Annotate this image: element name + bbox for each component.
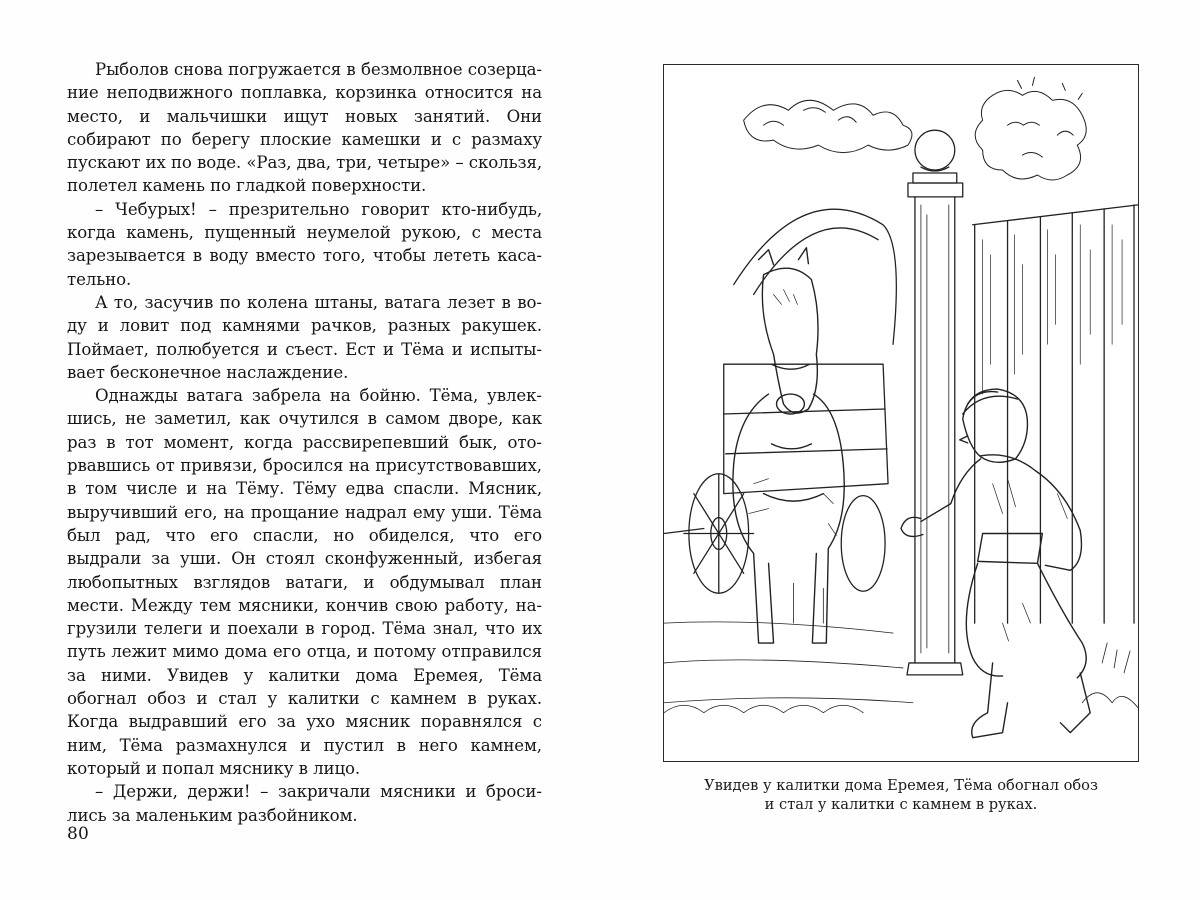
road: [664, 583, 913, 702]
caption-line-1: Увидев у калитки дома Еремея, Тёма обогнал обоз: [704, 777, 1098, 794]
paragraph-1: Рыболов снова погружается в безмолвное созерцание неподвижного поплавка, корзинка относится на место, и мальчишки ищут новых занятий. Они собирают по берегу плоские камешки и с размаху пускают их по воде. «Раз, два, три, четыре» – скользя, полетел камень по гладкой поверхности.: [67, 60, 542, 196]
illustration-caption: [663, 776, 1139, 814]
horse: [733, 248, 844, 643]
tree-foliage: [744, 77, 1087, 180]
illustration-drawing: [664, 65, 1138, 761]
paragraph-2: – Чебурых! – презрительно говорит кто-нибудь, когда камень, пущенный неумелой рукою, с места зарезывается в воду вместо того, чтобы лететь касательно.: [67, 199, 542, 289]
illustration-frame: [663, 64, 1139, 762]
paragraph-5: – Держи, держи! – закричали мясники и бросились за маленьким разбойником.: [67, 782, 542, 825]
page-number: 80: [67, 824, 90, 844]
paragraph-3: А то, засучив по колена штаны, ватага лезет в воду и ловит под камнями рачков, разных ракушек. Поймает, полюбуется и съест. Ест и Тёма и испытывает бесконечное наслаждение.: [67, 292, 542, 382]
left-page-text: [67, 58, 542, 827]
wooden-fence: [973, 205, 1138, 623]
gate-pillar: [907, 130, 963, 675]
caption-line-2: и стал у калитки с камнем в руках.: [764, 796, 1038, 813]
paragraph-4: Однажды ватага забрела на бойню. Тёма, увлекшись, не заметил, как очутился в самом дворе, как раз в тот момент, когда рассвирепевший бык, оторвавшись от привязи, бросился на присутствовавших, в том числе и на Тёму. Тёму едва спасли. Мясник, выручивший его, на прощание надрал ему уши. Тёма был рад, что его спасли, но обиделся, что его выдрали за уши. Он стоял сконфуженный, избегая любопытных взглядов ватаги, и обдумывал план мести. Между тем мясники, кончив свою работу, нагрузили телеги и поехали в город. Тёма знал, что их путь лежит мимо дома его отца, и потому отправился за ними. Увидев у калитки дома Еремея, Тёма обогнал обоз и стал у калитки с камнем в руках. Когда выдравший его за ухо мясник поравнялся с ним, Тёма размахнулся и пустил в него камнем, который и попал мяснику в лицо.: [67, 386, 542, 778]
cart: [664, 209, 896, 593]
boy-tema: [901, 389, 1090, 738]
